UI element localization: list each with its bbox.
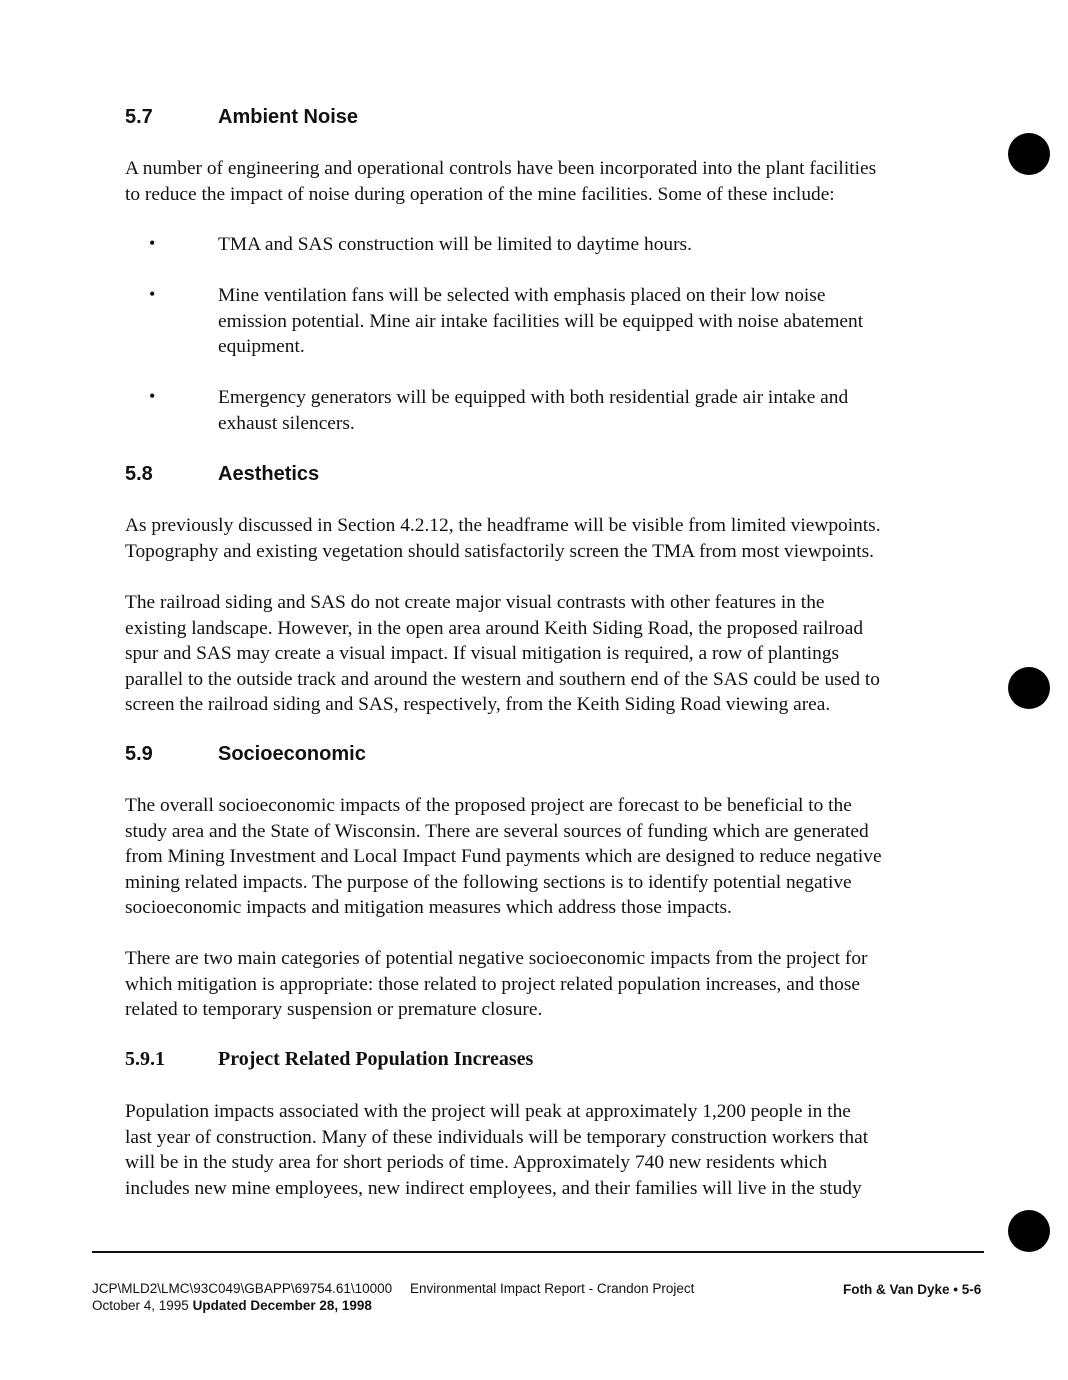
footer-document-title: Environmental Impact Report - Crandon Project	[410, 1281, 695, 1296]
section-number: 5.8	[125, 463, 153, 485]
footer-date	[92, 1298, 372, 1313]
section-title: Project Related Population Increases	[218, 1048, 534, 1070]
bullet-dot: •	[149, 284, 156, 304]
paragraph: There are two main categories of potential negative socioeconomic impacts from the project for which mitigation is appropriate: those related to project related population increases, and those related to temporary suspension or premature closure.	[125, 948, 868, 1020]
section-heading-5-8	[125, 463, 525, 489]
footer-date-original: October 4, 1995	[92, 1298, 189, 1313]
paragraph: As previously discussed in Section 4.2.12, the headframe will be visible from limited viewpoints. Topography and existing vegetation should satisfactorily screen the TMA from most viewpoints.	[125, 515, 881, 562]
punch-hole-middle	[1008, 667, 1050, 709]
section-number: 5.9.1	[125, 1048, 165, 1070]
section-title: Aesthetics	[218, 463, 320, 485]
list-item: Emergency generators will be equipped with both residential grade air intake and exhaust silencers.	[218, 387, 849, 434]
footer-file-path: JCP\MLD2\LMC\93C049\GBAPP\69754.61\10000	[92, 1281, 393, 1296]
paragraph: Population impacts associated with the project will peak at approximately 1,200 people in the last year of construction. Many of these individuals will be temporary construction workers that will be in the study area for short periods of time. Approximately 740 new residents which includes new mine employees, new indirect employees, and their families will live in the study	[125, 1101, 869, 1199]
paragraph: The railroad siding and SAS do not create major visual contrasts with other features in the existing landscape. However, in the open area around Keith Siding Road, the proposed railroad spur and SAS may create a visual impact. If visual mitigation is required, a row of plantings parallel to the outside track and around the western and southern end of the SAS could be used to screen the railroad siding and SAS, respectively, from the Keith Siding Road viewing area.	[125, 592, 880, 715]
footer-divider	[92, 1251, 984, 1253]
footer-firm-page: Foth & Van Dyke • 5-6	[843, 1282, 982, 1297]
section-heading-5-7	[125, 106, 525, 132]
section-heading-5-9	[125, 743, 525, 769]
list-item: TMA and SAS construction will be limited to daytime hours.	[218, 234, 692, 255]
punch-hole-top	[1008, 133, 1050, 175]
bullet-dot: •	[149, 386, 156, 406]
paragraph: A number of engineering and operational controls have been incorporated into the plant facilities to reduce the impact of noise during operation of the mine facilities. Some of these include:	[125, 158, 877, 205]
paragraph: The overall socioeconomic impacts of the proposed project are forecast to be beneficial to the study area and the State of Wisconsin. There are several sources of funding which are generated from Mining Investment and Local Impact Fund payments which are designed to reduce negative mining related impacts. The purpose of the following sections is to identify potential negative socioeconomic impacts and mitigation measures which address those impacts.	[125, 795, 882, 918]
section-title: Ambient Noise	[218, 106, 359, 128]
section-title: Socioeconomic	[218, 743, 366, 765]
section-heading-5-9-1	[125, 1048, 645, 1074]
section-number: 5.9	[125, 743, 153, 765]
section-number: 5.7	[125, 106, 153, 128]
bullet-dot: •	[149, 233, 156, 253]
punch-hole-bottom	[1008, 1210, 1050, 1252]
list-item: Mine ventilation fans will be selected with emphasis placed on their low noise emission potential. Mine air intake facilities will be equipped with noise abatement equipment.	[218, 285, 864, 357]
footer-date-updated: Updated December 28, 1998	[192, 1298, 372, 1313]
